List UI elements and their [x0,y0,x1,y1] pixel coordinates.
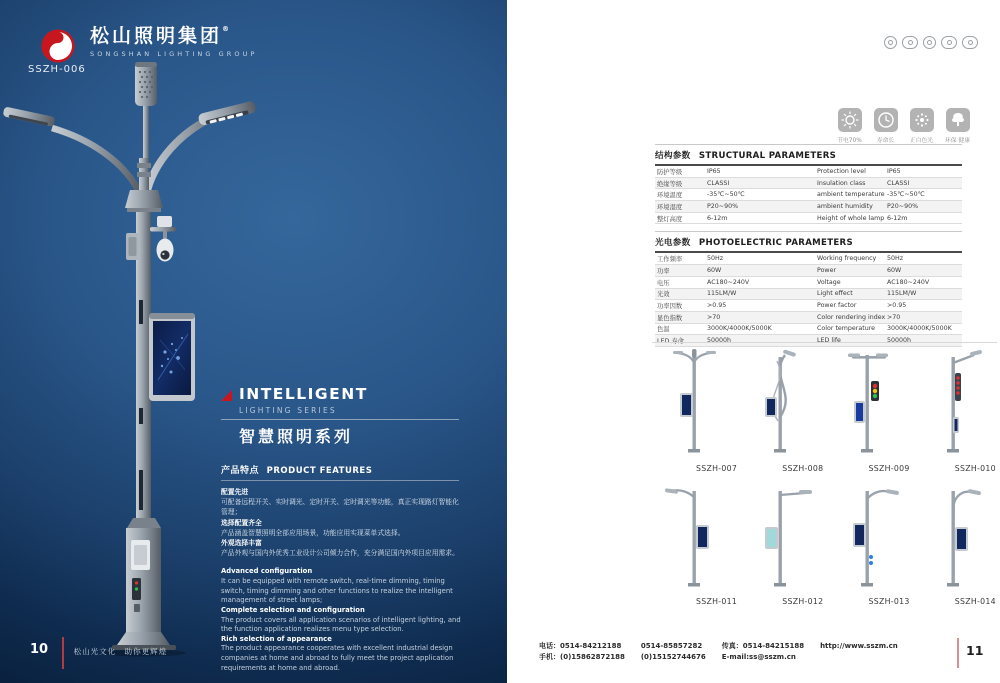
product-thumbnail [741,481,821,593]
mobile-number-1: (0)15862872188 [560,653,625,661]
long-life-clock-icon [874,108,898,132]
divider [957,638,959,668]
feature-en-title: Rich selection of appearance [221,634,332,643]
certification-badges [884,36,978,49]
table-row: 防护等级 IP65 Protection level IP65 [655,166,962,178]
product-thumbnail-cell [652,343,738,477]
product-thumbnail [914,347,994,459]
product-thumbnail-cell [911,343,997,477]
brand-name-cn: 松山照明集团 [90,25,223,47]
product-model-label: SSZH-008 [782,463,824,473]
table-row: 功率因数 >0.95 Power factor >0.95 [655,300,962,312]
series-text-column [221,385,475,683]
series-subtitle-en: LIGHTING SERIES [239,406,337,415]
product-thumbnail [914,481,994,593]
feature-cn-title: 外观选择丰富 [221,538,262,547]
parameter-tables [655,144,962,347]
feature-en-body: The product appearance cooperates with excellent industrial design companies at home and abroad to fully meet the project application requirements at home and abroad. [221,644,454,672]
table-row: 整灯高度 6-12m Height of whole lamp 6-12m [655,213,962,225]
energy-saving-icon [838,108,862,132]
certification-badge-icon [962,36,978,49]
phone-label: 电话： [539,642,560,650]
table-row: 环境湿度 P20~90% ambient humidity P20~90% [655,201,962,213]
product-thumbnail-cell [825,477,911,611]
table-row: LED 寿命 50000h LED life 50000h [655,335,962,347]
feature-icon-label: 环保 健康 [944,138,971,144]
feature-en-body: It can be equipped with remote switch, real-time dimming, timing switch, timing dimming and other functions to realize the intelligent management of street lamps; [221,576,453,605]
fax-label: 传真： [721,642,743,650]
brand-logo-icon [38,22,82,66]
table-row: 功率 60W Power 60W [655,265,962,277]
table-row: 工作频率 50Hz Working frequency 50Hz [655,253,962,265]
feature-icon-label: 寿命长 [876,138,895,144]
red-triangle-icon [221,390,232,401]
product-model-label: SSZH-013 [868,597,910,606]
features-heading-en: PRODUCT FEATURES [266,466,373,476]
product-thumbnail [828,481,908,593]
page-number-right: 11 [966,643,984,658]
feature-cn-body: 可配备远程开关、实时调光、定时开关、定时调光等功能，真正实现路灯智能化管理； [221,498,459,517]
feature-icons-row [834,108,973,144]
feature-cn-title: 配置先进 [221,488,249,496]
email-address[interactable]: ss@sszm.cn [749,653,796,661]
divider [62,637,64,669]
pure-white-light-icon [910,108,934,132]
page-number-left: 10 [30,642,49,657]
mobile-number-2: (0)15152744676 [640,653,706,661]
table-row: 色温 3000K/4000K/5000K Color temperature 3000K/4000K/5000K [655,324,962,336]
feature-icon-label: 正白色光 [909,138,934,144]
series-title-en: INTELLIGENT [239,385,368,403]
table-row: 绝缘等级 CLASSI Insulation class CLASSI [655,178,962,190]
features-heading-cn: 产品特点 [221,466,260,476]
photoelectric-parameters-table [655,231,962,347]
product-thumbnail-cell [825,343,911,477]
divider [221,480,459,481]
feature-cn-body: 产品涵盖智慧照明全部应用场景，功能应用实现菜单式选择。 [221,528,405,537]
feature-cn-title: 选择配置齐全 [221,518,262,527]
table-row: 光效 115LM/W Light effect 115LM/W [655,289,962,301]
table-row: 电压 AC180~240V Voltage AC180~240V [655,277,962,289]
brand-header [38,22,258,66]
fax-number: 0514-84215188 [742,642,805,650]
table-row: 环境温度 -35℃~50℃ ambient temperature -35℃~50℃ [655,189,962,201]
registered-mark: ® [222,25,233,33]
right-lamp-head [198,100,257,126]
product-model-label: SSZH-012 [782,597,824,606]
table-title-en: PHOTOELECTRIC PARAMETERS [698,238,853,249]
product-model-label: SSZH-010 [954,463,996,473]
led-display-screen [149,313,195,401]
cctv-camera [150,216,176,262]
left-page-footer [30,637,167,669]
certification-badge-icon [941,36,957,49]
certification-badge-icon [902,36,918,49]
product-thumbnail-cell [738,343,824,477]
left-lamp-head [3,106,56,127]
company-slogan: 松山光文化 助你更辉煌 [73,647,168,656]
antenna-5g [135,62,157,163]
product-thumbnail [655,347,735,459]
feature-en-body: The product covers all application scenarios of intelligent lighting, and the function application realizes menu type selection. [221,615,461,634]
product-model-label: SSZH-011 [696,597,738,606]
table-title-cn: 结构参数 [655,151,691,161]
divider [221,419,459,420]
table-row: 显色指数 >70 Color rendering index >70 [655,312,962,324]
website-url[interactable]: http://www.sszm.cn [820,642,898,650]
product-model-label: SSZH-014 [954,597,996,606]
product-thumbnail-cell [911,477,997,611]
series-title-cn: 智慧照明系列 [239,427,354,446]
product-thumbnail [655,481,735,593]
product-thumbnail-cell [738,477,824,611]
eco-health-tree-icon [946,108,970,132]
email-label: E-mail: [721,653,750,661]
right-page [507,0,1000,683]
phone-number-1: 0514-84212188 [560,642,622,650]
feature-en-title: Complete selection and configuration [221,605,365,614]
certification-badge-icon [884,36,897,49]
product-model-label: SSZH-007 [696,463,738,473]
contact-info [539,641,898,663]
product-thumbnail [828,347,908,459]
related-products-grid [652,342,997,610]
product-thumbnail-cell [652,477,738,611]
product-features-block [221,463,465,683]
brand-name-en: SONGSHAN LIGHTING GROUP [90,49,258,58]
feature-cn-body: 产品外观与国内外优秀工业设计公司倾力合作，充分满足国内外项目应用需求。 [221,549,459,558]
feature-en-title: Advanced configuration [221,567,313,576]
product-thumbnail [741,347,821,459]
base-cabinet [126,518,161,632]
table-title-en: STRUCTURAL PARAMETERS [698,151,837,161]
phone-number-2: 0514-85857282 [640,642,703,650]
product-model-number: SSZH-006 [28,64,86,75]
mobile-label: 手机： [539,653,560,661]
certification-badge-icon [923,36,936,49]
table-title-cn: 光电参数 [655,238,691,249]
product-model-label: SSZH-009 [868,463,910,473]
structural-parameters-table [655,144,962,224]
feature-icon-label: 节电70% [837,138,862,144]
